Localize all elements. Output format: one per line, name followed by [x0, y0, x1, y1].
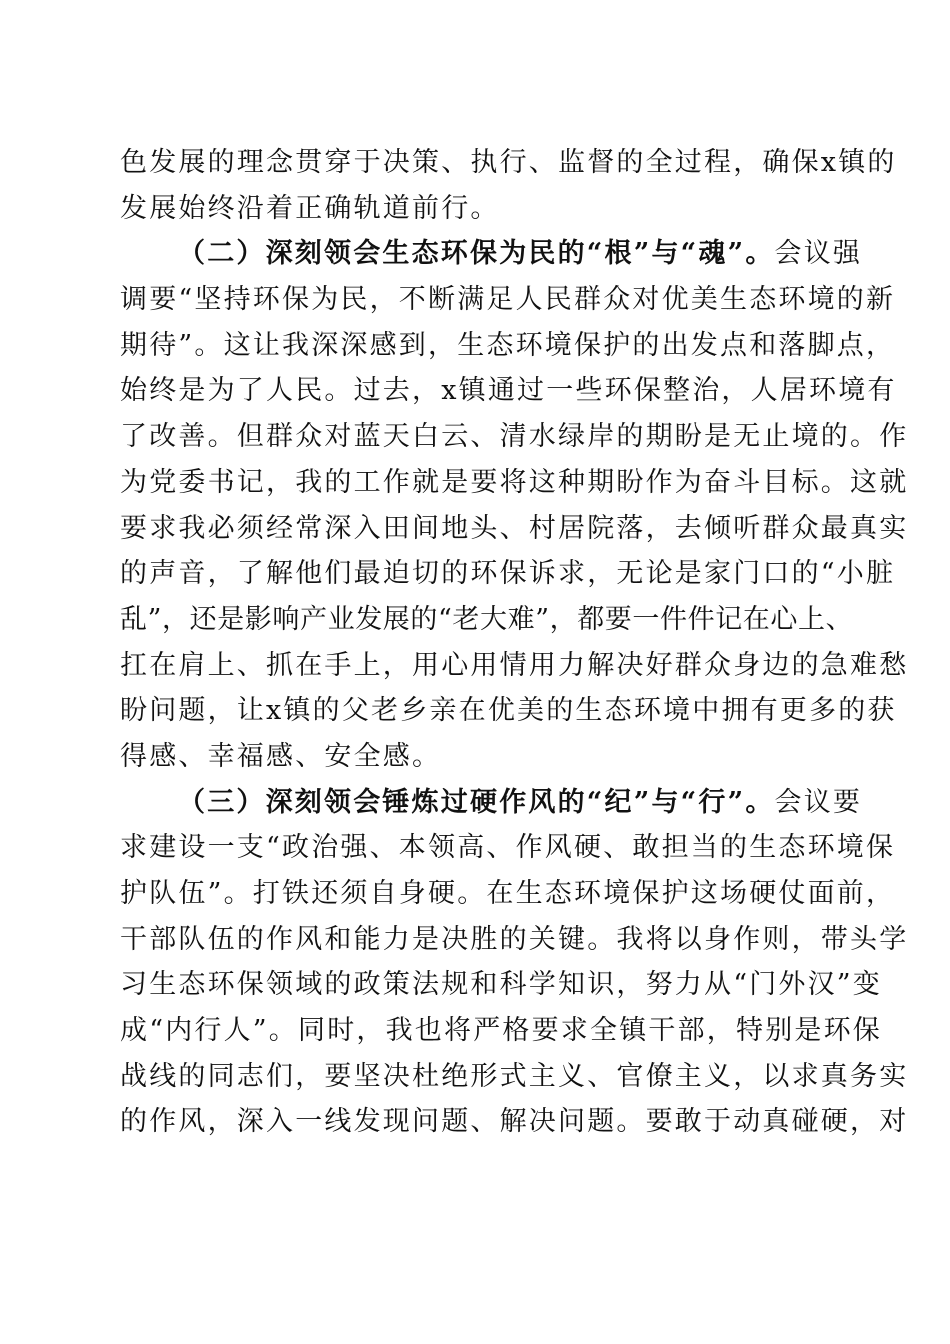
text-line: 的声音，了解他们最迫切的环保诉求，无论是家门口的“小脏	[120, 558, 896, 590]
text-line: 了改善。但群众对蓝天白云、清水绿岸的期盼是无止境的。作	[120, 421, 909, 453]
text-line: 色发展的理念贯穿于决策、执行、监督的全过程，确保x镇的	[120, 147, 897, 178]
text-line: 调要“坚持环保为民，不断满足人民群众对优美生态环境的新	[120, 284, 896, 316]
text-line: 干部队伍的作风和能力是决胜的关键。我将以身作则，带头学	[120, 923, 909, 955]
text-line: 始终是为了人民。过去，x镇通过一些环保整治，人居环境有	[120, 375, 897, 407]
text-line: 为党委书记，我的工作就是要将这种期盼作为奋斗目标。这就	[120, 466, 909, 498]
text-line: 扛在肩上、抓在手上，用心用情用力解决好群众身边的急难愁	[120, 649, 909, 681]
text-line: 要求我必须经常深入田间地头、村居院落，去倾听群众最真实	[120, 512, 909, 544]
section-heading: （二）深刻领会生态环保为民的“根”与“魂”。	[178, 238, 775, 270]
text-line: 求建设一支“政治强、本领高、作风硬、敢担当的生态环境保	[120, 832, 896, 864]
paragraph-first-line	[120, 780, 863, 826]
text-line: 护队伍”。打铁还须自身硬。在生态环境保护这场硬仗面前，	[120, 878, 896, 909]
section-heading: （三）深刻领会锤炼过硬作风的“纪”与“行”。	[178, 786, 775, 818]
text-line: 成“内行人”。同时，我也将严格要求全镇干部，特别是环保	[120, 1015, 883, 1047]
text-line: 得感、幸福感、安全感。	[120, 740, 442, 772]
text-line: 习生态环保领域的政策法规和科学知识，努力从“门外汉”变	[120, 969, 883, 1001]
text-line: 盼问题，让x镇的父老乡亲在优美的生态环境中拥有更多的获	[120, 695, 897, 727]
text-line: 战线的同志们，要坚决杜绝形式主义、官僚主义，以求真务实	[120, 1060, 909, 1092]
text-fragment: 会议强	[774, 238, 863, 270]
text-fragment: 会议要	[774, 786, 863, 818]
text-line: 乱”，还是影响产业发展的“老大难”，都要一件件记在心上、	[120, 603, 854, 635]
text-line: 的作风，深入一线发现问题、解决问题。要敢于动真碰硬，对	[120, 1106, 909, 1138]
paragraph-first-line	[120, 231, 863, 277]
text-line: 期待”。这让我深深感到，生态环境保护的出发点和落脚点，	[120, 329, 896, 361]
text-line: 发展始终沿着正确轨道前行。	[120, 192, 500, 224]
document-body	[120, 140, 909, 1145]
